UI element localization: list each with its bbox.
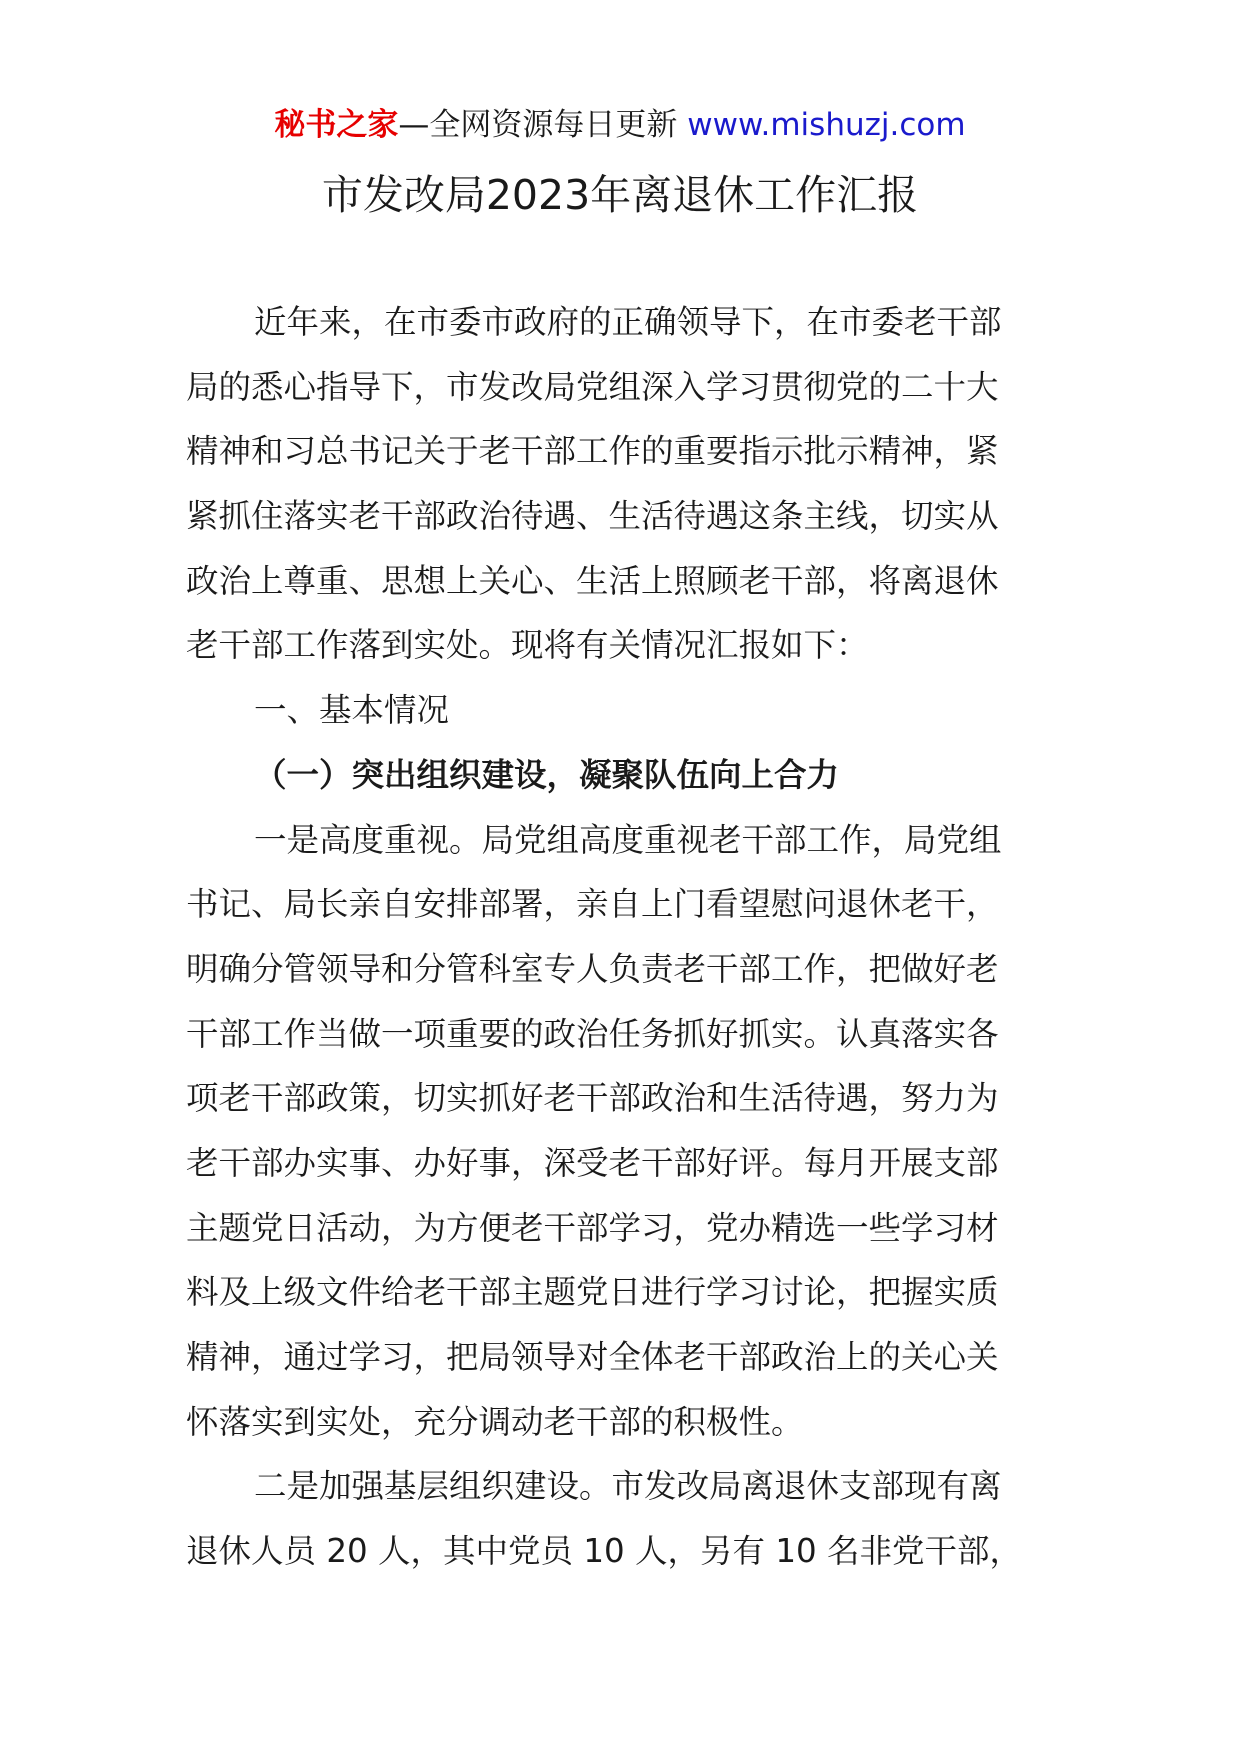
site-header [0,100,1240,150]
paragraph-line: 项老干部政策，切实抓好老干部政治和生活待遇，努力为 [186,1079,999,1118]
paragraph-line: 主题党日活动，为方便老干部学习，党办精选一些学习材 [186,1208,999,1247]
paragraph-line: 明确分管领导和分管科室专人负责老干部工作，把做好老 [186,949,999,988]
paragraph-line: 书记、局长亲自安排部署，亲自上门看望慰问退休老干， [186,885,999,924]
paragraph-line: 干部工作当做一项重要的政治任务抓好抓实。认真落实各 [186,1014,999,1053]
header-tagline: —全网资源每日更新 [398,107,688,143]
paragraph-line: 局的悉心指导下，市发改局党组深入学习贯彻党的二十大 [186,367,999,406]
paragraph-line: 老干部办实事、办好事，深受老干部好评。每月开展支部 [186,1143,999,1182]
document-title: 市发改局2023年离退休工作汇报 [321,171,919,219]
paragraph-line: 退休人员 20 人，其中党员 10 人，另有 10 名非党干部， [186,1532,1023,1571]
subsection-heading: （一）突出组织建设，凝聚队伍向上合力 [254,755,840,794]
paragraph-line: 怀落实到实处，充分调动老干部的积极性。 [186,1402,804,1441]
section-heading: 一、基本情况 [254,691,450,730]
paragraph-line: 老干部工作落到实处。现将有关情况汇报如下： [186,626,869,665]
paragraph-line: 近年来，在市委市政府的正确领导下，在市委老干部 [254,303,1002,341]
paragraph-line: 精神，通过学习，把局领导对全体老干部政治上的关心关 [186,1338,999,1376]
paragraph-line: 二是加强基层组织建设。市发改局离退休支部现有离 [254,1467,1002,1506]
site-url-link[interactable]: www.mishuzj.com [687,107,966,143]
paragraph-line: 精神和习总书记关于老干部工作的重要指示批示精神，紧 [186,432,999,471]
brand-name: 秘书之家 [274,107,399,143]
paragraph-line: 料及上级文件给老干部主题党日进行学习讨论，把握实质 [186,1273,999,1312]
paragraph-line: 一是高度重视。局党组高度重视老干部工作，局党组 [254,820,1002,859]
document-body [186,290,1056,1584]
paragraph-line: 紧抓住落实老干部政治待遇、生活待遇这条主线，切实从 [186,497,999,536]
paragraph-line: 政治上尊重、思想上关心、生活上照顾老干部，将离退休 [186,561,999,600]
